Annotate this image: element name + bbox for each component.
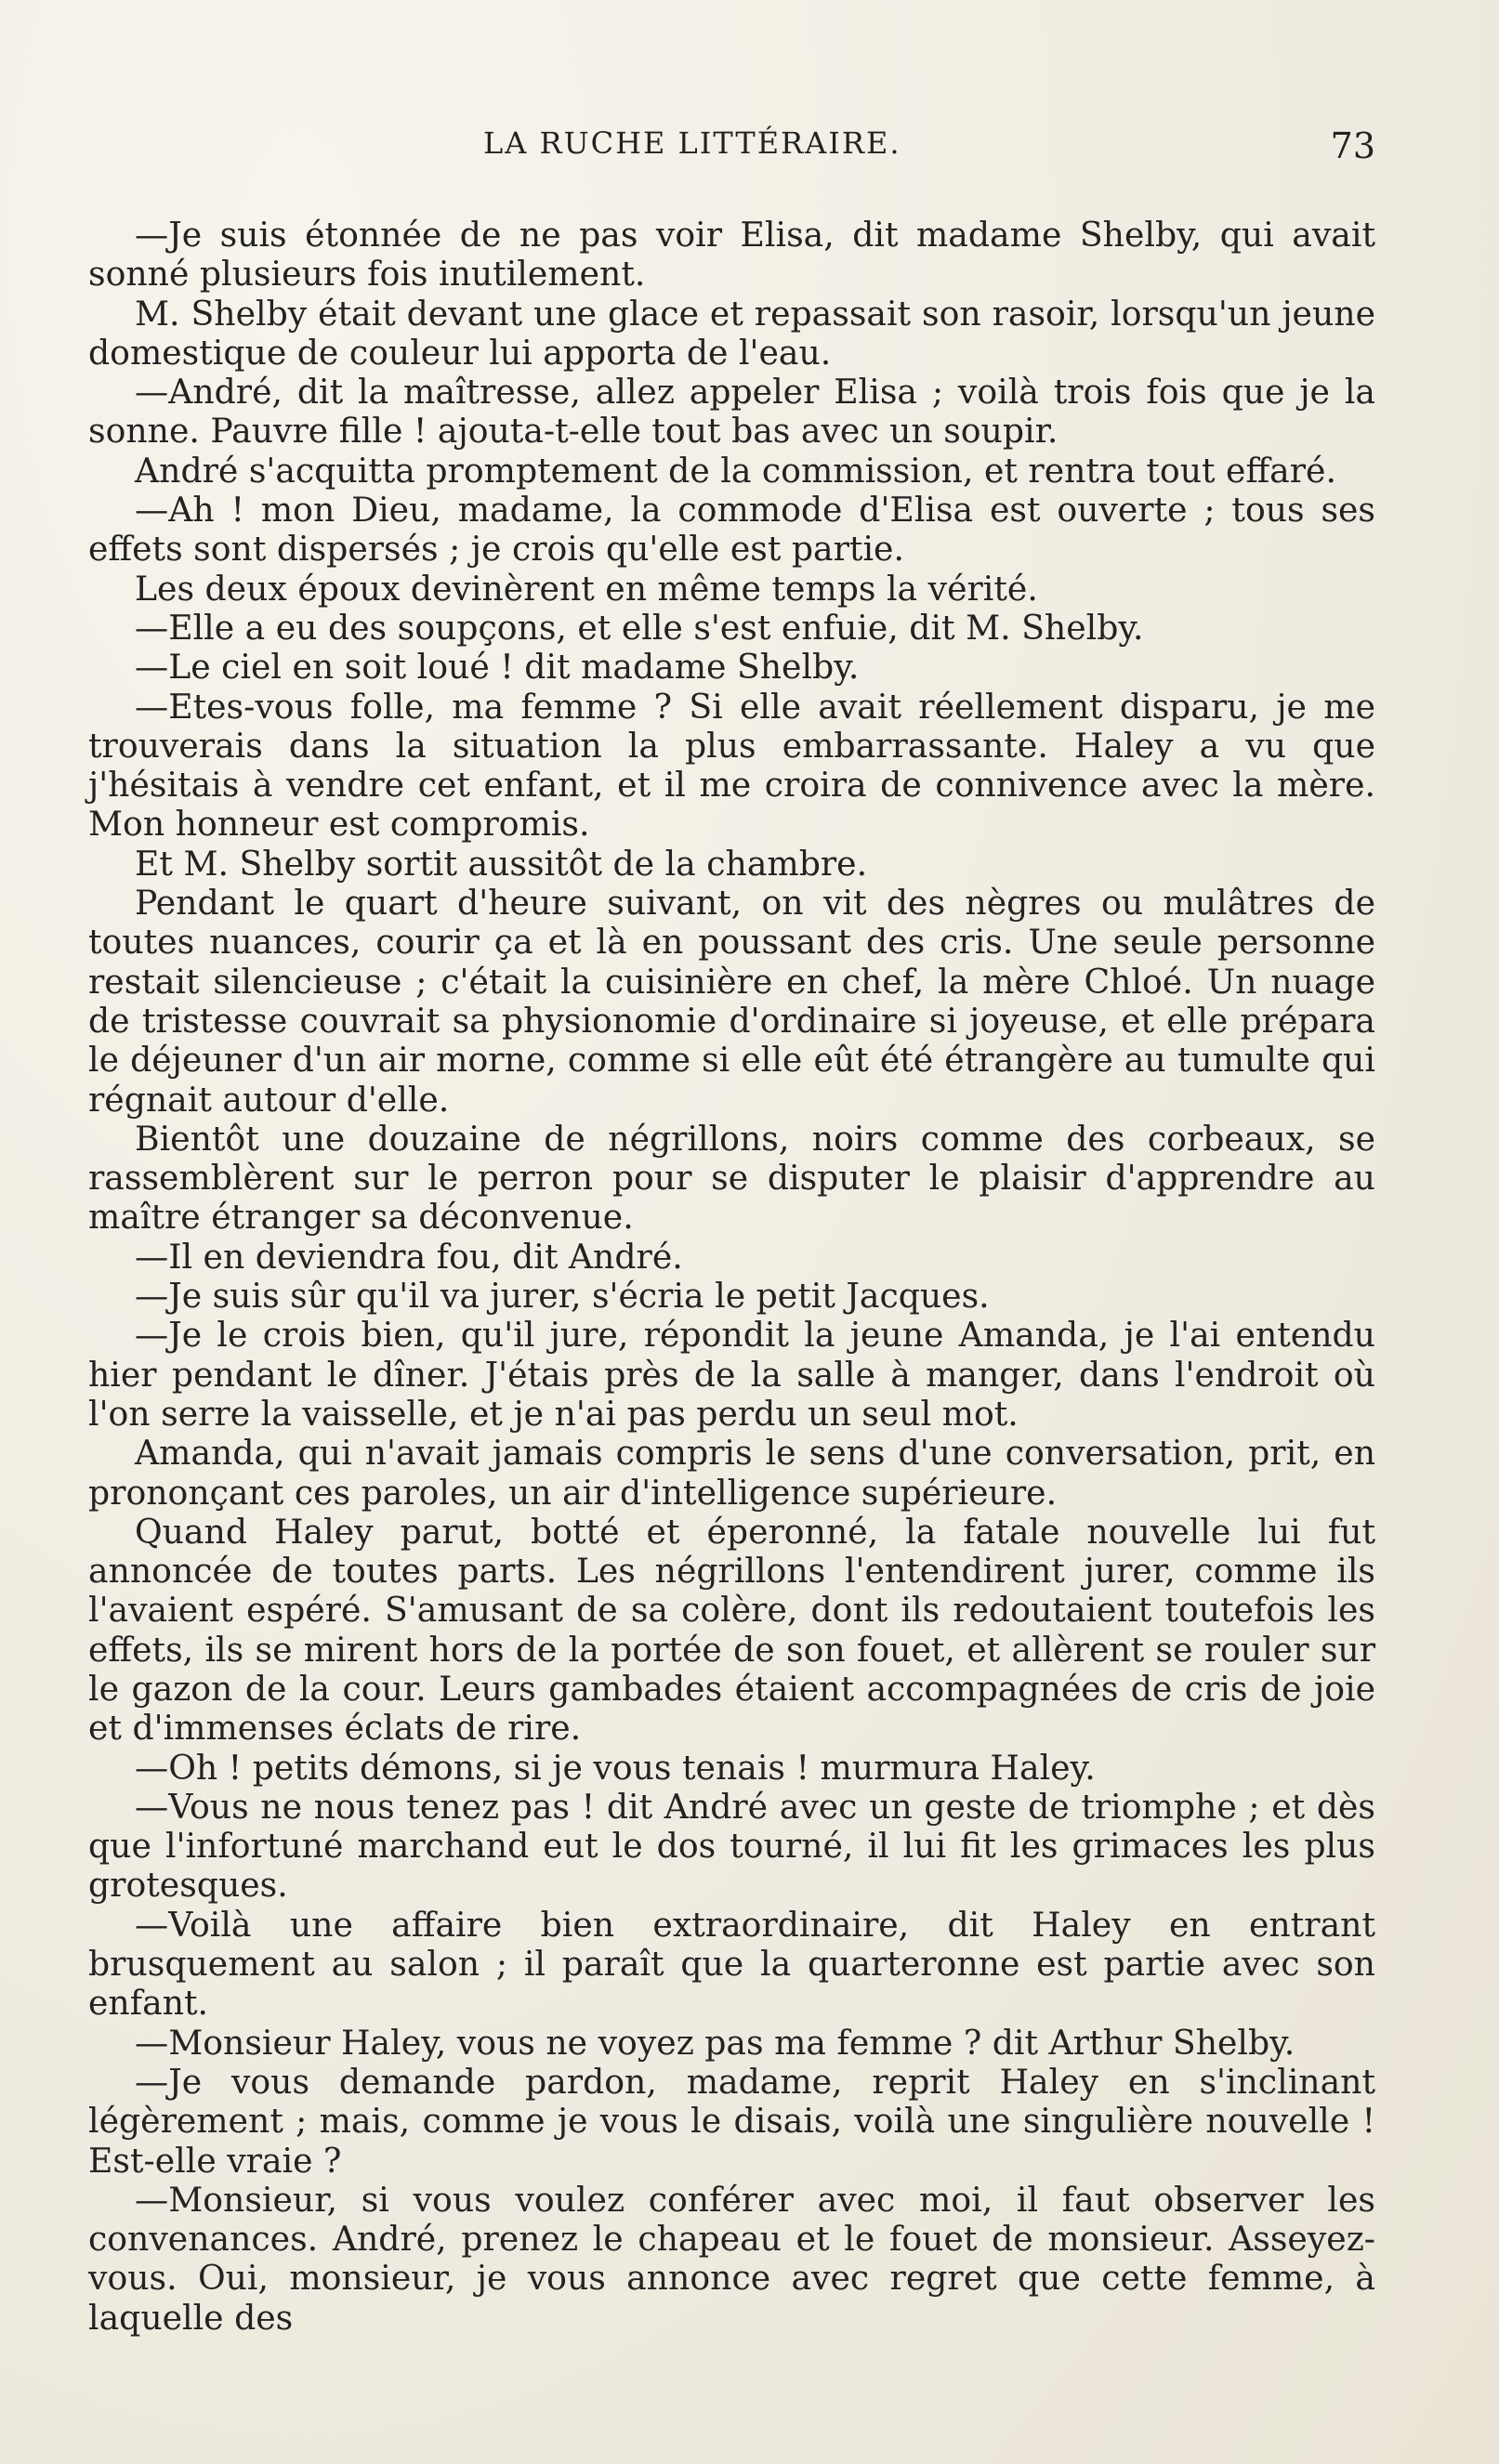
paragraph: Et M. Shelby sortit aussitôt de la chambre. bbox=[135, 843, 868, 884]
paragraph: —Oh ! petits démons, si je vous tenais ! murmura Haley. bbox=[135, 1747, 1096, 1788]
page-number: 73 bbox=[1330, 125, 1375, 166]
paragraph: —Je vous demande pardon, madame, reprit Haley en s'inclinant légèrement ; mais, comme je vous le disais, voilà une singulière nouvelle ! Est-elle vraie ? bbox=[88, 2061, 1375, 2181]
page-header bbox=[93, 125, 1375, 181]
paragraph: M. Shelby était devant une glace et repassait son rasoir, lorsqu'un jeune domestique de couleur lui apporta de l'eau. bbox=[88, 293, 1375, 373]
running-head: LA RUCHE LITTÉRAIRE. bbox=[483, 125, 901, 161]
paragraph: —Je suis étonnée de ne pas voir Elisa, dit madame Shelby, qui avait sonné plusieurs fois inutilement. bbox=[88, 215, 1375, 295]
paragraph: —Monsieur, si vous voulez conférer avec moi, il faut observer les convenances. André, prenez le chapeau et le fouet de monsieur. Asseyez-vous. Oui, monsieur, je vous annonce avec regret que cette femme, à laquelle des bbox=[88, 2179, 1375, 2338]
paragraph: Amanda, qui n'avait jamais compris le sens d'une conversation, prit, en prononçant ces paroles, un air d'intelligence supérieure. bbox=[88, 1433, 1375, 1513]
paragraph: —Il en deviendra fou, dit André. bbox=[135, 1236, 683, 1277]
paragraph: —Voilà une affaire bien extraordinaire, dit Haley en entrant brusquement au salon ; il paraît que la quarteronne est partie avec son enfant. bbox=[88, 1904, 1375, 2024]
paragraph: —Elle a eu des soupçons, et elle s'est enfuie, dit M. Shelby. bbox=[135, 607, 1144, 648]
paragraph: —Monsieur Haley, vous ne voyez pas ma femme ? dit Arthur Shelby. bbox=[135, 2022, 1295, 2063]
paragraph: —Le ciel en soit loué ! dit madame Shelby. bbox=[135, 647, 860, 688]
paragraph: —Etes-vous folle, ma femme ? Si elle avait réellement disparu, je me trouverais dans la situation la plus embarrassante. Haley a vu que j'hésitais à vendre cet enfant, et il me croira de connivence avec la mère. Mon honneur est compromis. bbox=[88, 686, 1375, 845]
paragraph: Quand Haley parut, botté et éperonné, la fatale nouvelle lui fut annoncée de toutes parts. Les négrillons l'entendirent jurer, comme ils l'avaient espéré. S'amusant de sa colère, dont ils redoutaient toutefois les effets, ils se mirent hors de la portée de son fouet, et allèrent se rouler sur le gazon de la cour. Leurs gambades étaient accompagnées de cris de joie et d'immenses éclats de rire. bbox=[88, 1511, 1375, 1749]
paragraph: Bientôt une douzaine de négrillons, noirs comme des corbeaux, se rassemblèrent sur le perron pour se disputer le plaisir d'apprendre au maître étranger sa déconvenue. bbox=[88, 1118, 1375, 1238]
paragraph: —Vous ne nous tenez pas ! dit André avec un geste de triomphe ; et dès que l'infortuné marchand eut le dos tourné, il lui fit les grimaces les plus grotesques. bbox=[88, 1786, 1375, 1906]
paragraph: —André, dit la maîtresse, allez appeler Elisa ; voilà trois fois que je la sonne. Pauvre fille ! ajouta-t-elle tout bas avec un soupir. bbox=[88, 372, 1375, 452]
paragraph: Les deux époux devinèrent en même temps la vérité. bbox=[135, 568, 1038, 609]
paragraph: —Je suis sûr qu'il va jurer, s'écria le petit Jacques. bbox=[135, 1276, 990, 1317]
page-body bbox=[88, 216, 1375, 2338]
paragraph: Pendant le quart d'heure suivant, on vit des nègres ou mulâtres de toutes nuances, courir ça et là en poussant des cris. Une seule personne restait silencieuse ; c'était la cuisinière en chef, la mère Chloé. Un nuage de tristesse couvrait sa physionomie d'ordinaire si joyeuse, et elle prépara le déjeuner d'un air morne, comme si elle eût été étrangère au tumulte qui régnait autour d'elle. bbox=[88, 883, 1375, 1120]
paragraph: André s'acquitta promptement de la commission, et rentra tout effaré. bbox=[135, 450, 1336, 491]
paragraph: —Je le crois bien, qu'il jure, répondit la jeune Amanda, je l'ai entendu hier pendant le dîner. J'étais près de la salle à manger, dans l'endroit où l'on serre la vaisselle, et je n'ai pas perdu un seul mot. bbox=[88, 1315, 1375, 1434]
paragraph: —Ah ! mon Dieu, madame, la commode d'Elisa est ouverte ; tous ses effets sont dispersés ; je crois qu'elle est partie. bbox=[88, 490, 1375, 570]
